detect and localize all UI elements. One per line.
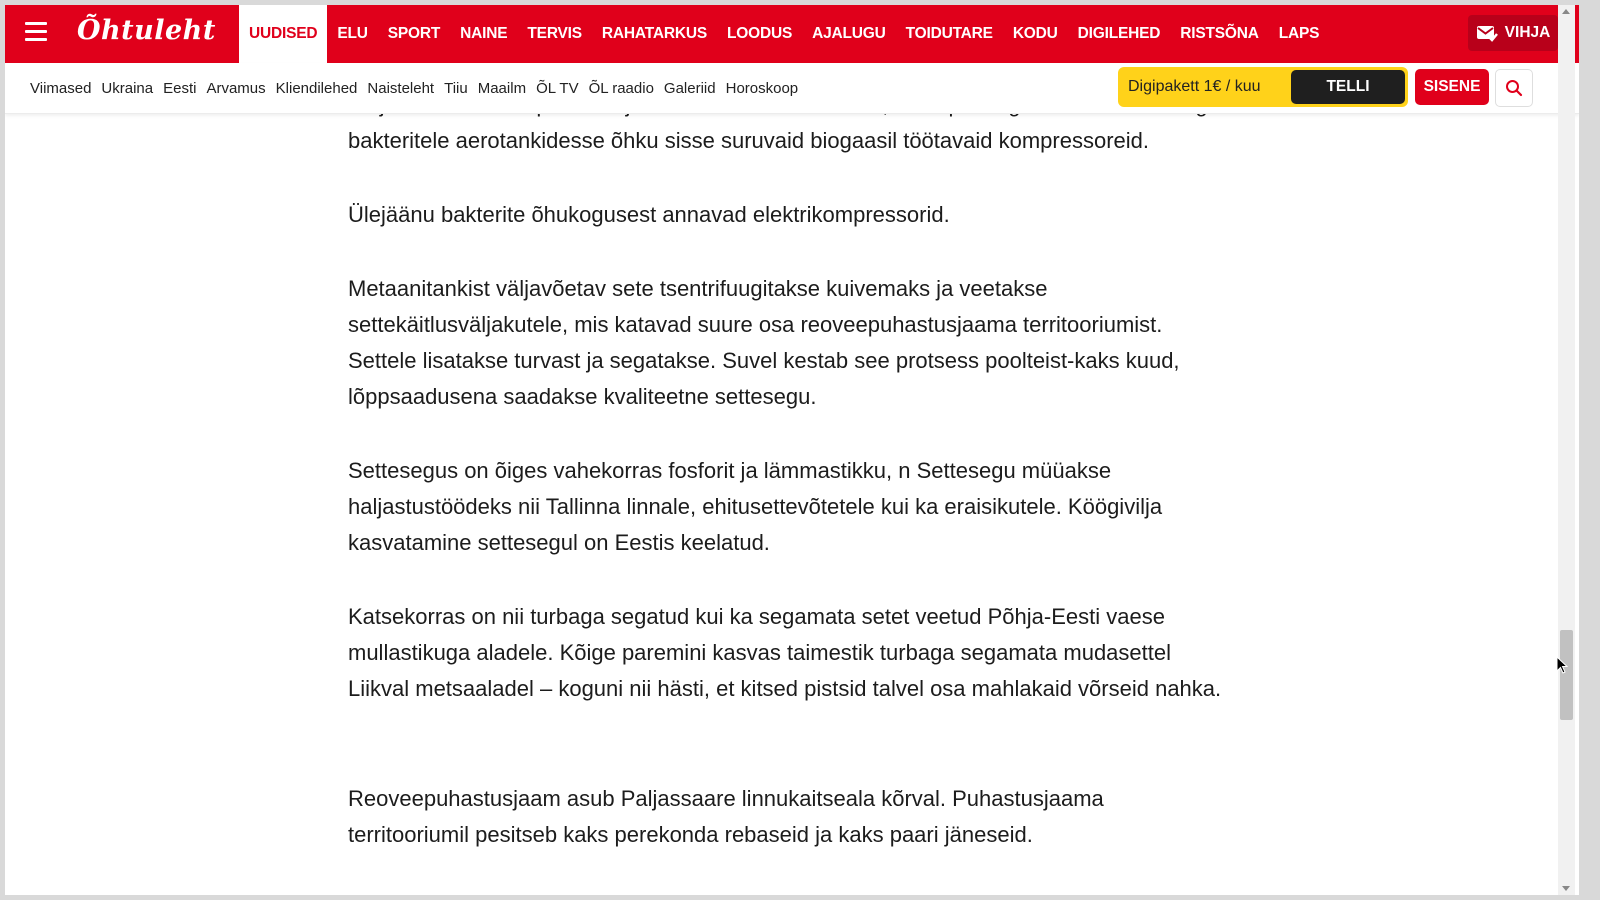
sub-nav — [25, 63, 803, 113]
telli-button[interactable]: TELLI — [1291, 70, 1405, 104]
nav-item-sport[interactable]: SPORT — [387, 25, 441, 42]
subnav-item-naisteleht[interactable]: Naisteleht — [367, 79, 435, 97]
mail-check-icon — [1476, 24, 1498, 42]
nav-item-kodu[interactable]: KODU — [1012, 25, 1058, 42]
subnav-item-tiiu[interactable]: Tiiu — [444, 79, 468, 97]
article-paragraph: Ülejäänu bakterite õhukogusest annavad elektrikompressorid. — [348, 202, 950, 227]
article-paragraph: Settesegus on õiges vahekorras fosforit ja lämmastikku, n Settesegu müüakse haljastustöödeks nii Tallinna linnale, ehitusettevõtetele kui ka eraisikutele. Köögivilja kasvatamine settesegul on Eestis keelatud. — [348, 458, 1163, 555]
main-nav — [239, 5, 1329, 63]
nav-item-elu[interactable]: ELU — [337, 25, 368, 42]
subnav-item-kliendilehed[interactable]: Kliendilehed — [275, 79, 358, 97]
article-paragraph: Katsekorras on nii turbaga segatud kui ka segamata setet veetud Põhja-Eesti vaese mullastikuga aladele. Kõige paremini kasvas taimestik turbaga segamata mudasettel Liikval metsaaladel – koguni nii hästi, et kitsed pistsid talvel osa mahlakaid võrseid nahka. — [348, 604, 1222, 701]
nav-item-rahatarkus[interactable]: RAHATARKUS — [601, 25, 707, 42]
scrollbar-thumb[interactable] — [1560, 630, 1573, 720]
scroll-down-arrow-icon[interactable] — [1562, 886, 1570, 891]
sisene-button[interactable]: SISENE — [1415, 69, 1489, 105]
article-paragraph: Metaanitankist väljavõetav sete tsentrifuugitakse kuivemaks ja veetakse settekäitlusväljakutele, mis katavad suure osa reoveepuhastusjaama territooriumist. Settele lisatakse turvast ja segatakse. Suvel kestab see protsess poolteist-kaks kuud, lõppsaadusena saadakse kvaliteetne settesegu. — [348, 276, 1180, 409]
nav-item-ristsona[interactable]: RISTSÕNA — [1180, 25, 1259, 42]
article-paragraph: bakteritele aerotankidesse õhku sisse suruvaid biogaasil töötavaid kompressoreid. — [348, 128, 1150, 153]
subnav-item-viimased[interactable]: Viimased — [30, 79, 92, 97]
subnav-item-arvamus[interactable]: Arvamus — [206, 79, 266, 97]
nav-item-toidutare[interactable]: TOIDUTARE — [905, 25, 993, 42]
nav-item-digilehed[interactable]: DIGILEHED — [1077, 25, 1161, 42]
scroll-up-arrow-icon[interactable] — [1562, 9, 1570, 14]
search-icon — [1505, 79, 1523, 97]
nav-item-loodus[interactable]: LOODUS — [726, 25, 793, 42]
subnav-item-horoskoop[interactable]: Horoskoop — [725, 79, 799, 97]
vihja-label: VIHJA — [1504, 24, 1551, 41]
nav-item-tervis[interactable]: TERVIS — [527, 25, 582, 42]
nav-item-uudised[interactable]: UUDISED — [239, 5, 327, 63]
subnav-item-ol-raadio[interactable]: ÕL raadio — [588, 79, 654, 97]
page-scrollbar[interactable] — [1558, 5, 1575, 895]
search-button[interactable] — [1495, 69, 1533, 107]
subnav-item-galeriid[interactable]: Galeriid — [663, 79, 716, 97]
subnav-item-ukraina[interactable]: Ukraina — [101, 79, 154, 97]
subnav-item-maailm[interactable]: Maailm — [477, 79, 527, 97]
nav-item-ajalugu[interactable]: AJALUGU — [812, 25, 886, 42]
sub-header — [5, 63, 1579, 114]
main-header — [5, 5, 1579, 63]
vihja-button[interactable] — [1468, 15, 1558, 51]
subnav-item-ol-tv[interactable]: ÕL TV — [536, 79, 579, 97]
article-body — [348, 87, 1228, 891]
menu-icon[interactable] — [25, 22, 47, 44]
site-logo[interactable]: Õhtuleht — [77, 15, 216, 46]
article-paragraph: Reoveepuhastusjaam asub Paljassaare linnukaitseala kõrval. Puhastusjaama territooriumil pesitseb kaks perekonda rebaseid ja kaks paari jäneseid. — [348, 786, 1104, 847]
nav-item-laps[interactable]: LAPS — [1278, 25, 1320, 42]
subscription-promo[interactable] — [1118, 67, 1408, 107]
promo-text: Digipakett 1€ / kuu — [1128, 78, 1261, 95]
nav-item-naine[interactable]: NAINE — [460, 25, 508, 42]
page-viewport — [5, 5, 1579, 895]
subnav-item-eesti[interactable]: Eesti — [163, 79, 197, 97]
mouse-cursor-icon — [1556, 656, 1568, 674]
